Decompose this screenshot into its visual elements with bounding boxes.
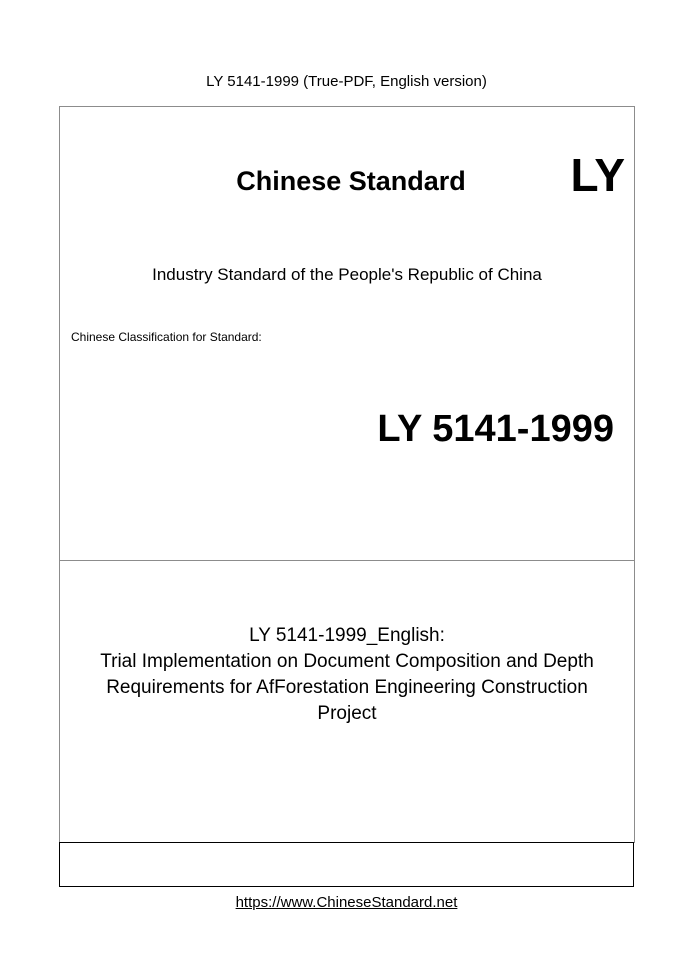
cover-top-section — [59, 106, 635, 560]
document-title-line: Requirements for AfForestation Engineering Construction — [106, 677, 588, 698]
website-link[interactable]: https://www.ChineseStandard.net — [235, 894, 458, 911]
cover-bottom-box — [59, 842, 634, 887]
document-title — [60, 623, 634, 727]
document-title-line: Trial Implementation on Document Composition and Depth — [100, 651, 594, 672]
document-title-line: Project — [317, 703, 377, 724]
page-header: LY 5141-1999 (True-PDF, English version) — [206, 73, 487, 90]
standard-code-prefix: LY — [570, 149, 625, 201]
cover-title: Chinese Standard — [236, 166, 466, 196]
classification-label: Chinese Classification for Standard: — [71, 330, 262, 344]
standard-number: LY 5141-1999 — [377, 408, 614, 450]
document-title-line: LY 5141-1999_English: — [249, 625, 445, 646]
cover-title-section — [59, 560, 635, 843]
footer — [0, 893, 693, 913]
industry-standard-line: Industry Standard of the People's Republic of China — [152, 265, 542, 284]
